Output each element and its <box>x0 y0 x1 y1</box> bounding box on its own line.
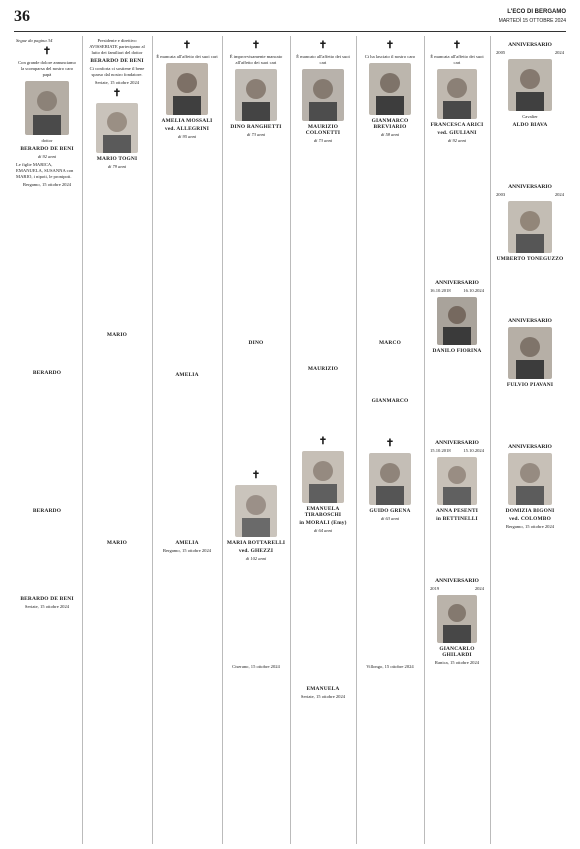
deceased-name-suffix: in MORALI (Emy) <box>299 520 347 526</box>
deceased-name: EMANUELA TIRABOSCHI <box>304 506 342 518</box>
deceased-name: MARIO <box>106 540 128 546</box>
anniversary-heading: ANNIVERSARIO <box>435 440 479 446</box>
deceased-age: di 92 anni <box>447 138 467 143</box>
notice-signature: Seriate, 15 ottobre 2024 <box>24 604 70 609</box>
deceased-name-suffix: ved. ALLEGRINI <box>164 126 210 132</box>
deceased-name: MARIO TOGNI <box>96 156 138 162</box>
anniversary-dates: 15.10.2018 15.10.2024 <box>430 448 484 453</box>
portrait-photo <box>369 453 411 505</box>
notice-signature: Ciserano, 15 ottobre 2024 <box>232 664 280 669</box>
notice-signature: Seriate, 15 ottobre 2024 <box>94 80 140 85</box>
deceased-name: DINO <box>248 340 264 346</box>
notice-signature: Seriate, 15 ottobre 2024 <box>300 694 346 699</box>
portrait-photo <box>25 81 69 135</box>
column-divider <box>222 36 223 844</box>
deceased-name: BERARDO DE BENI <box>20 146 74 152</box>
notice-signature: Bergamo, 15 ottobre 2024 <box>22 182 72 187</box>
obituary-column-7 <box>428 38 486 668</box>
portrait-photo <box>235 485 277 537</box>
obituary-column-8 <box>494 38 566 532</box>
cross-icon: ✝ <box>251 40 261 51</box>
deceased-name: EMANUELA <box>306 686 340 692</box>
portrait-photo <box>437 457 477 505</box>
deceased-age: di 79 anni <box>107 164 127 169</box>
deceased-name: GUIDO GRENA <box>369 508 411 514</box>
portrait-photo <box>96 103 138 153</box>
notice-text: È mancato all'affetto dei suoi cari <box>296 54 350 65</box>
deceased-name: UMBERTO TONEGUZZO <box>496 256 564 262</box>
deceased-name: DANILO FIORINA <box>432 348 482 354</box>
notice-signature: Bergamo, 15 ottobre 2024 <box>505 524 555 529</box>
continuation-note: Segue da pagina 34 <box>16 38 53 43</box>
deceased-name: BERARDO <box>32 508 62 514</box>
obituary-column-3 <box>156 38 218 556</box>
deceased-name: MARCO <box>379 340 401 346</box>
deceased-name: BERARDO <box>32 370 62 376</box>
cross-icon: ✝ <box>42 46 52 57</box>
deceased-name: MARIA BOTTARELLI <box>226 540 286 546</box>
deceased-name: DOMIZIA BIGONI <box>505 508 555 514</box>
anniversary-dates: 2019 2024 <box>430 586 484 591</box>
deceased-age: di 102 anni <box>245 556 267 561</box>
notice-text: Ci conforta ci sostiene il bene sparso dal nostro fondatore. <box>89 66 145 77</box>
page-masthead <box>14 8 566 32</box>
obituary-column-2 <box>86 38 148 548</box>
deceased-age: di 73 anni <box>313 138 333 143</box>
obituary-column-1 <box>16 38 78 612</box>
page-number: 36 <box>14 8 30 25</box>
portrait-photo <box>437 297 477 345</box>
portrait-photo <box>166 63 208 115</box>
notice-signature: Bergamo, 15 ottobre 2024 <box>162 548 212 553</box>
portrait-photo <box>302 69 344 121</box>
deceased-name: GIANMARCO <box>371 398 409 404</box>
anniversary-heading: ANNIVERSARIO <box>435 280 479 286</box>
portrait-photo <box>437 595 477 643</box>
anniversary-heading: ANNIVERSARIO <box>435 578 479 584</box>
deceased-name: BERARDO DE BENI <box>20 596 74 602</box>
portrait-photo <box>369 63 411 115</box>
deceased-name-suffix: ved. GHEZZI <box>238 548 274 554</box>
portrait-photo <box>302 451 344 503</box>
notice-body: Le figlie MARICA, EMANUELA, SUSANNA con MARIO, i nipoti, le pronipoti. <box>16 162 74 179</box>
portrait-photo <box>508 59 552 111</box>
portrait-photo <box>508 453 552 505</box>
anniversary-heading: ANNIVERSARIO <box>508 42 552 48</box>
column-divider <box>290 36 291 844</box>
deceased-name-suffix: in BETTINELLI <box>436 516 478 522</box>
notice-text: È improvvisamente mancato all'affetto dei suoi cari <box>229 54 283 65</box>
column-divider <box>490 36 491 844</box>
deceased-name: MAURIZIO <box>307 366 339 372</box>
deceased-name-suffix: ved. GIULIANI <box>437 130 477 136</box>
deceased-name: MAURIZIO COLONETTI <box>305 124 341 136</box>
cross-icon: ✝ <box>112 88 122 99</box>
column-divider <box>356 36 357 844</box>
anniversary-dates: 2005 2024 <box>496 50 564 55</box>
portrait-photo <box>437 69 477 119</box>
newspaper-date: MARTEDÌ 15 OTTOBRE 2024 <box>498 18 566 24</box>
deceased-name: GIANCARLO GHILARDI <box>439 646 475 658</box>
deceased-name: AMELIA <box>175 540 199 546</box>
portrait-photo <box>508 327 552 379</box>
notice-text: È mancata all'affetto dei suoi cari <box>156 54 218 59</box>
notice-signature: Ranica, 15 ottobre 2024 <box>434 660 480 665</box>
deceased-age: di 58 anni <box>380 132 400 137</box>
deceased-name: FRANCESCA ARICI <box>430 122 484 128</box>
deceased-title: dottor <box>41 138 53 143</box>
notice-text: Con grande dolore annunciamo la scomparsa del nostro caro papà <box>18 60 76 77</box>
notice-text: Presidente e direttivo AVISSERIATE partecipano al lutto dei familiari del dottor <box>89 38 145 55</box>
deceased-age: di 64 anni <box>313 528 333 533</box>
notice-signature: Villongo, 15 ottobre 2024 <box>366 664 414 669</box>
deceased-name: GIANMARCO BREVIARIO <box>371 118 409 130</box>
deceased-title: Cavalier <box>522 114 538 119</box>
obituary-column-5 <box>294 38 352 702</box>
deceased-name: BERARDO DE BENI <box>90 58 144 64</box>
deceased-name: DINO RANGHETTI <box>230 124 282 130</box>
deceased-name: ANNA PESENTI <box>435 508 479 514</box>
anniversary-heading: ANNIVERSARIO <box>508 184 552 190</box>
portrait-photo <box>508 201 552 253</box>
portrait-photo <box>235 69 277 121</box>
column-divider <box>152 36 153 844</box>
deceased-name: ALDO BIAVA <box>512 122 548 128</box>
deceased-age: di 92 anni <box>37 154 57 159</box>
notice-text: È mancata all'affetto dei suoi cari <box>430 54 484 65</box>
anniversary-dates: 2003 2024 <box>496 192 564 197</box>
cross-icon: ✝ <box>385 438 395 449</box>
deceased-age: di 63 anni <box>380 516 400 521</box>
column-divider <box>82 36 83 844</box>
notice-text: Ci ha lasciato il nostro caro <box>364 54 416 59</box>
deceased-age: di 73 anni <box>246 132 266 137</box>
deceased-name-suffix: ved. COLOMBO <box>509 516 551 522</box>
anniversary-dates: 16.10.2018 16.10.2024 <box>430 288 484 293</box>
anniversary-heading: ANNIVERSARIO <box>508 444 552 450</box>
cross-icon: ✝ <box>251 470 261 481</box>
obituary-column-4 <box>226 38 286 672</box>
obituary-column-6 <box>360 38 420 672</box>
column-divider <box>424 36 425 844</box>
newspaper-name: L'ECO DI BERGAMO <box>507 9 566 15</box>
cross-icon: ✝ <box>182 40 192 51</box>
cross-icon: ✝ <box>452 40 462 51</box>
anniversary-heading: ANNIVERSARIO <box>508 318 552 324</box>
deceased-age: di 95 anni <box>177 134 197 139</box>
cross-icon: ✝ <box>318 40 328 51</box>
cross-icon: ✝ <box>318 436 328 447</box>
deceased-name: FULVIO PIAVANI <box>506 382 554 388</box>
deceased-name: AMELIA <box>175 372 199 378</box>
deceased-name: MARIO <box>106 332 128 338</box>
cross-icon: ✝ <box>385 40 395 51</box>
deceased-name: AMELIA MOSSALI <box>161 118 213 124</box>
